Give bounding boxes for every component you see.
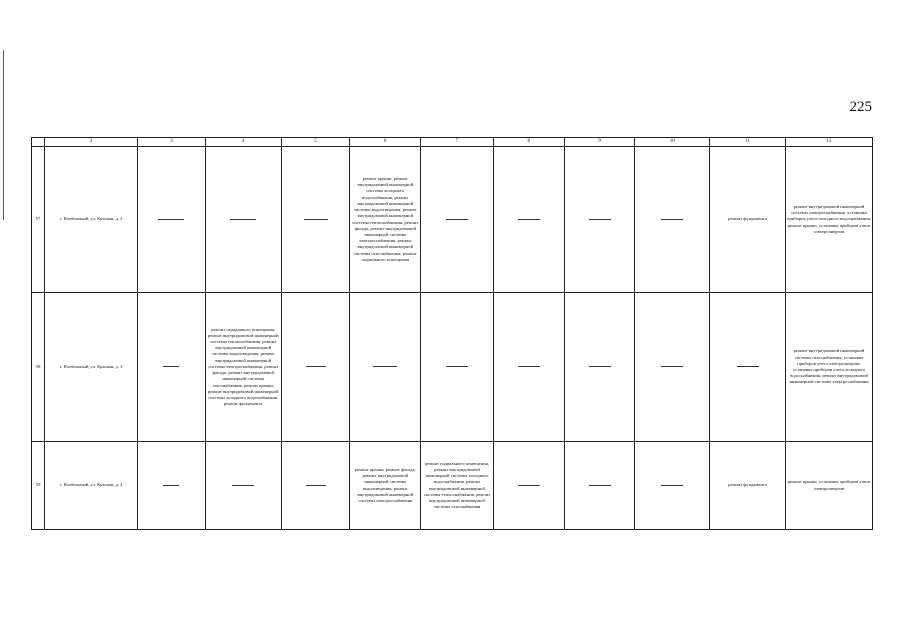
works-cell: ремонт подвального помещения, ремонт внутридомовой инженерной системы холодного водоснабжения, ремонт внутридомовой инженерной системы теплоснабжения, ремонт внутридомовой инженерной системы газоснабжения <box>421 442 494 530</box>
empty-cell <box>138 442 206 530</box>
empty-cell <box>635 293 710 442</box>
empty-cell <box>493 147 564 293</box>
address-cell: г. Изобильный, ул. Красная, д. 2 <box>45 147 138 293</box>
empty-cell <box>421 147 494 293</box>
dash-mark <box>589 366 611 367</box>
header-cell: 12 <box>785 138 872 147</box>
table-row <box>32 293 873 442</box>
works-cell: ремонт подвального помещения, ремонт внутридомовой инженерной системы теплоснабжения, ремонт внутридомовой инженерной системы водоотведения, ремонт внутридомовой инженерной системы электроснабжения, ремонт фасада, ремонт внутридомовой инженерной системы газоснабжения, ремонт крыши, ремонт внутридомовой инженерной системы холодного водоснабжения, ремонт фундамента <box>205 293 281 442</box>
works-cell: ремонт крыши, ремонт внутридомовой инженерной системы холодного водоснабжения, ремонт внутридомовой инженерной системы водоотведения, ремонт внутридомовой инженерной системы теплоснабжения, ремонт фасада, ремонт внутридомовой инженерной системы электроснабжения, ремонт внутридомовой инженерной системы газоснабжения, ремонт подвального помещения <box>350 147 421 293</box>
empty-cell <box>635 442 710 530</box>
header-cell: 3 <box>138 138 206 147</box>
dash-mark <box>373 366 397 367</box>
empty-cell <box>138 147 206 293</box>
dash-mark <box>232 485 254 486</box>
repair-schedule-table <box>31 137 873 530</box>
table-row <box>32 442 873 530</box>
dash-mark <box>446 366 468 367</box>
header-cell <box>32 138 45 147</box>
dash-mark <box>661 485 683 486</box>
dash-mark <box>304 219 328 220</box>
dash-mark <box>661 219 683 220</box>
works-cell: ремонт внутридомовой инженерной системы электроснабжения, установка приборов учета холодного водоснабжения, ремонт крыши, установка приборов учета электроэнергии <box>785 147 872 293</box>
dash-mark <box>518 366 540 367</box>
empty-cell <box>205 442 281 530</box>
header-cell: 10 <box>635 138 710 147</box>
empty-cell <box>281 442 350 530</box>
dash-mark <box>158 219 184 220</box>
page-number: 225 <box>849 99 872 115</box>
works-cell: ремонт фундамента <box>710 147 786 293</box>
empty-cell <box>493 442 564 530</box>
empty-cell <box>564 147 635 293</box>
works-cell: ремонт фундамента <box>710 442 786 530</box>
empty-cell <box>281 293 350 442</box>
header-cell: 4 <box>205 138 281 147</box>
header-cell: 11 <box>710 138 786 147</box>
dash-mark <box>518 485 540 486</box>
empty-cell <box>205 147 281 293</box>
header-cell: 5 <box>281 138 350 147</box>
empty-cell <box>635 147 710 293</box>
empty-cell <box>421 293 494 442</box>
dash-mark <box>737 366 759 367</box>
dash-mark <box>306 366 326 367</box>
works-cell: ремонт крыши, ремонт фасада, ремонт внутридомовой инженерной системы водоотведения, ремонт внутридомовой инженерной системы электроснабжения <box>350 442 421 530</box>
works-cell: ремонт крыши, установка приборов учета электроэнергии <box>785 442 872 530</box>
empty-cell <box>564 293 635 442</box>
dash-mark <box>589 219 611 220</box>
row-number: 58 <box>32 293 45 442</box>
header-cell: 8 <box>493 138 564 147</box>
dash-mark <box>518 219 540 220</box>
scan-edge-line <box>3 50 4 220</box>
table-row <box>32 147 873 293</box>
empty-cell <box>564 442 635 530</box>
empty-cell <box>138 293 206 442</box>
row-number: 57 <box>32 147 45 293</box>
works-cell: ремонт внутридомовой инженерной системы газоснабжения, установка приборов учета электроэнергии, установка приборов учета холодного водоснабжения, ремонт внутридомовой инженерной системы электроснабжения <box>785 293 872 442</box>
dash-mark <box>661 366 683 367</box>
header-cell: 7 <box>421 138 494 147</box>
empty-cell <box>710 293 786 442</box>
header-cell: 9 <box>564 138 635 147</box>
empty-cell <box>281 147 350 293</box>
empty-cell <box>350 293 421 442</box>
empty-cell <box>493 293 564 442</box>
dash-mark <box>589 485 611 486</box>
dash-mark <box>230 219 256 220</box>
header-cell: 2 <box>45 138 138 147</box>
header-row <box>32 138 873 147</box>
dash-mark <box>163 485 179 486</box>
row-number: 59 <box>32 442 45 530</box>
dash-mark <box>163 366 179 367</box>
header-cell: 6 <box>350 138 421 147</box>
dash-mark <box>446 219 468 220</box>
dash-mark <box>306 485 326 486</box>
address-cell: г. Изобильный, ул. Красная, д. 4 <box>45 442 138 530</box>
address-cell: г. Изобильный, ул. Красная, д. 3 <box>45 293 138 442</box>
